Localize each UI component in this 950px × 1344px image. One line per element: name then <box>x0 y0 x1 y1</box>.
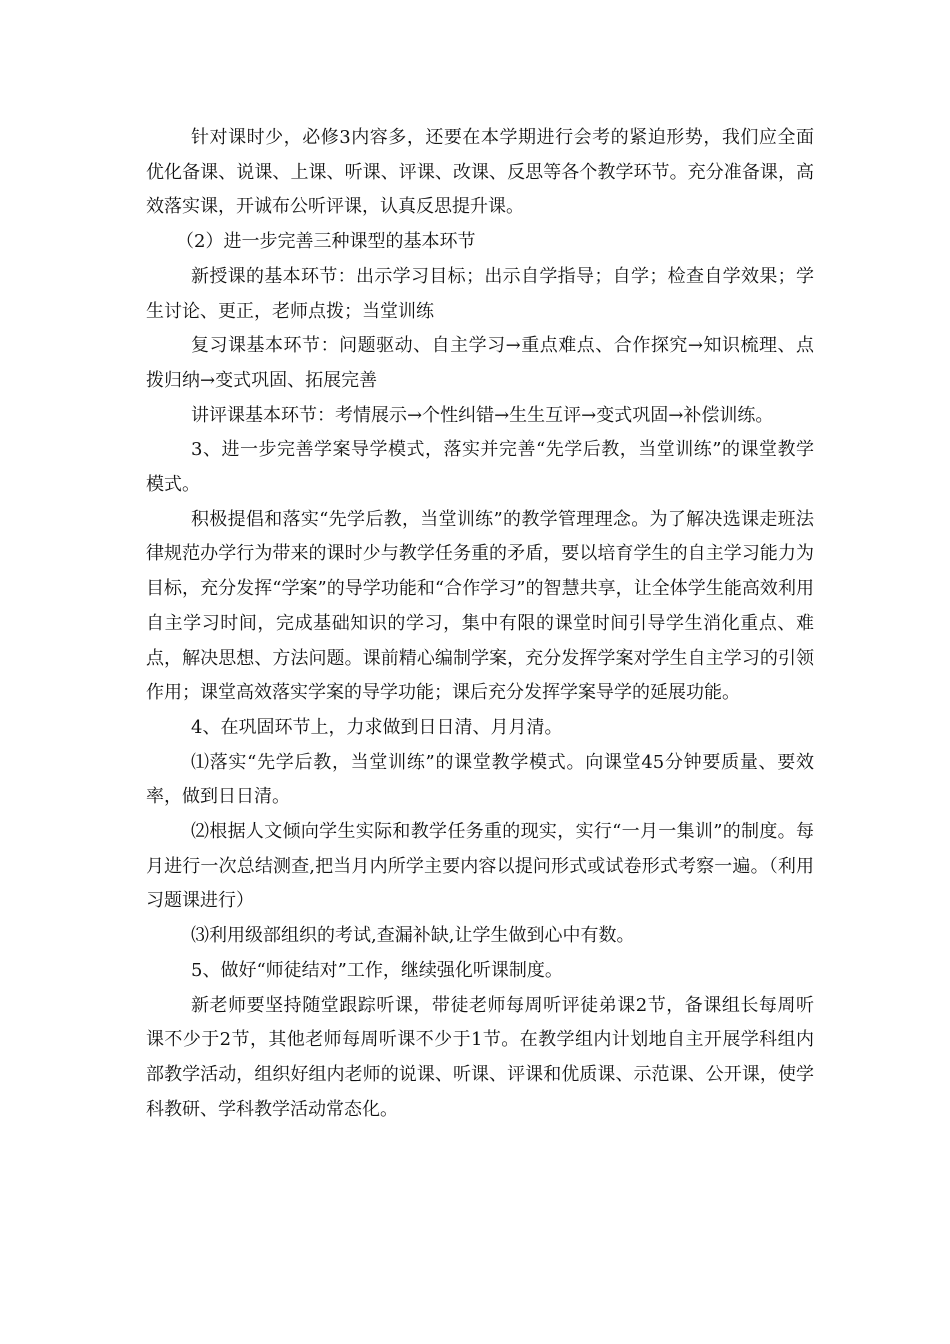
heading-study-guide-model: 3、进一步完善学案导学模式，落实并完善“先学后教，当堂训练”的课堂教学模式。 <box>146 439 814 496</box>
paragraph-daily-clear: ⑴落实“先学后教，当堂训练”的课堂教学模式。向课堂45分钟要质量、要效率，做到日日清。 <box>146 751 814 808</box>
paragraph-exam-review: ⑶利用级部组织的考试,查漏补缺,让学生做到心中有数。 <box>191 925 635 947</box>
paragraph-study-guide-detail: 积极提倡和落实“先学后教，当堂训练”的教学管理理念。为了解决选课走班法律规范办学行为带来的课时少与教学任务重的矛盾，要以培育学生的自主学习能力为目标，充分发挥“学案”的导学功能和“合作学习”的智慧共享，让全体学生能高效利用自主学习时间，完成基础知识的学习，集中有限的课堂时间引导学生消化重点、难点，解决思想、方法问题。课前精心编制学案，充分发挥学案对学生自主学习的引领作用；课堂高效落实学案的导学功能；课后充分发挥学案导学的延展功能。 <box>146 508 814 704</box>
paragraph-monthly-training: ⑵根据人文倾向学生实际和教学任务重的现实，实行“一月一集训”的制度。每月进行一次总结测查,把当月内所学主要内容以提问形式或试卷形式考察一遍。（利用习题课进行） <box>146 821 814 912</box>
heading-mentorship: 5、做好“师徒结对”工作，继续强化听课制度。 <box>191 959 563 981</box>
paragraph-lesson-observation: 新老师要坚持随堂跟踪听课，带徒老师每周听评徒弟课2节，备课组长每周听课不少于2节，其他老师每周听课不少于1节。在教学组内计划地自主开展学科组内部教学活动，组织好组内老师的说课、听课、评课和优质课、示范课、公开课，使学科教研、学科教学活动常态化。 <box>146 994 814 1120</box>
paragraph-review-lesson-steps: 复习课基本环节：问题驱动、自主学习→重点难点、合作探究→知识梳理、点拨归纳→变式巩固、拓展完善 <box>146 335 814 391</box>
heading-three-lesson-types: （2）进一步完善三种课型的基本环节 <box>176 231 476 253</box>
paragraph-course-optimization: 针对课时少，必修3内容多，还要在本学期进行会考的紧迫形势，我们应全面优化备课、说课、上课、听课、评课、改课、反思等各个教学环节。充分准备课，高效落实课，开诚布公听评课，认真反思提升课。 <box>146 127 814 218</box>
heading-consolidation: 4、在巩固环节上，力求做到日日清、月月清。 <box>191 716 563 738</box>
document-body <box>146 121 814 1127</box>
paragraph-comment-lesson-steps: 讲评课基本环节：考情展示→个性纠错→生生互评→变式巩固→补偿训练。 <box>191 404 774 426</box>
paragraph-new-lesson-steps: 新授课的基本环节：出示学习目标；出示自学指导；自学；检查自学效果；学生讨论、更正，老师点拨；当堂训练 <box>146 265 814 322</box>
